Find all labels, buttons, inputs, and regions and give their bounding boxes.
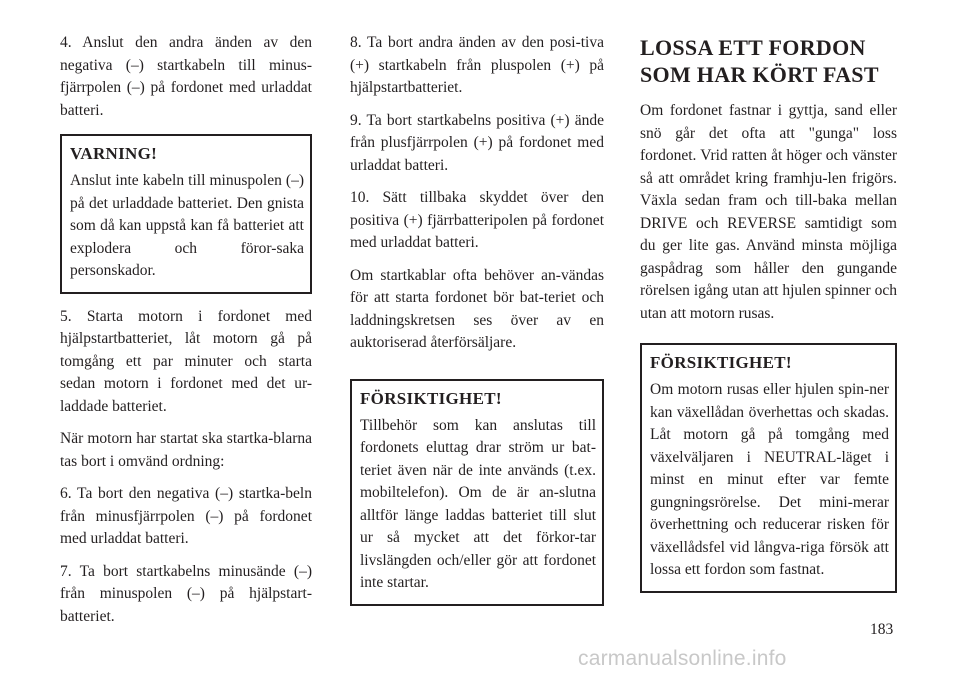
caution-title: FÖRSIKTIGHET! bbox=[650, 353, 792, 372]
left-column bbox=[60, 32, 312, 638]
caution-title: FÖRSIKTIGHET! bbox=[360, 388, 502, 408]
removal-order-paragraph: När motorn har startat ska startka-blarna tas bort i omvänd ordning: bbox=[60, 430, 312, 470]
middle-column bbox=[350, 32, 604, 618]
step-7-paragraph: 7. Ta bort startkabelns minusände (–) från minuspolen (–) på hjälpstart-batteriet. bbox=[60, 562, 312, 625]
caution-box-transmission bbox=[640, 343, 897, 593]
caution-text: Tillbehör som kan anslutas till fordonets eluttag drar ström ur bat-teriet även när de inte används (t.ex. mobiltelefon). Om de är an-slutna alltför länge laddas batteriet till slut ur så mycket att det förkor-tar livslängden och/eller gör att fordonet inte startar. bbox=[360, 416, 596, 591]
stuck-vehicle-paragraph: Om fordonet fastnar i gyttja, sand eller snö går det ofta att "gunga" loss fordonet. Vrid ratten åt höger och vänster så att området kring framhju-len frigörs. Växla sedan fram och till-baka mellan DRIVE och REVERSE samtidigt som du ger lite gas. Använd minsta möjliga gaspådrag som håller den gungande rörelsen igång utan att hjulen spinner och utan att motorn rusas. bbox=[640, 102, 897, 322]
step-4-paragraph: 4. Anslut den andra änden av den negativa (–) startkabeln till minus-fjärrpolen (–) på fordonet med urladdat batteri. bbox=[60, 34, 312, 119]
warning-box bbox=[60, 134, 312, 294]
right-column bbox=[640, 32, 897, 605]
page-number: 183 bbox=[870, 621, 894, 638]
step-8-paragraph: 8. Ta bort andra änden av den posi-tiva (+) startkabeln från pluspolen (+) på hjälpstartbatteriet. bbox=[350, 34, 604, 96]
caution-box-accessories bbox=[350, 379, 604, 606]
step-5-paragraph: 5. Starta motorn i fordonet med hjälpstartbatteriet, låt motorn gå på tomgång ett par minuter och starta sedan motorn i fordonet med det ur-laddade batteriet. bbox=[60, 307, 312, 415]
step-10-paragraph: 10. Sätt tillbaka skyddet över den positiva (+) fjärrbatteripolen på fordonet med urladdat batteri. bbox=[350, 189, 604, 251]
warning-text: Anslut inte kabeln till minuspolen (–) på det urladdade batteriet. Den gnista som då kan uppstå kan få batteriet att explodera och föror-saka personskador. bbox=[70, 172, 304, 279]
caution-text: Om motorn rusas eller hjulen spin-ner kan växellådan överhettas och skadas. Låt motorn gå på tomgång med växelväljaren i NEUTRAL-läget i minst en minut efter var femte gungningsrörelse. Det mini-merar överhettning och reducerar risken för växellådsfel vid långva-riga försök att lossa ett fordon som fastnat. bbox=[650, 381, 889, 578]
warning-title: VARNING! bbox=[70, 144, 158, 163]
watermark: carmanualsonline.info bbox=[578, 647, 787, 670]
step-6-paragraph: 6. Ta bort den negativa (–) startka-beln från minusfjärrpolen (–) på fordonet med urladdat batteri. bbox=[60, 485, 312, 547]
section-heading: LOSSA ETT FORDON SOM HAR KÖRT FAST bbox=[640, 35, 879, 87]
jumper-cable-advice-paragraph: Om startkablar ofta behöver an-vändas för att starta fordonet bör bat-teriet och laddningskretsen ses över av en auktoriserad återförsäljare. bbox=[350, 266, 604, 351]
step-9-paragraph: 9. Ta bort startkabelns positiva (+) ände från plusfjärrpolen (+) på fordonet med urladdat batteri. bbox=[350, 111, 604, 174]
